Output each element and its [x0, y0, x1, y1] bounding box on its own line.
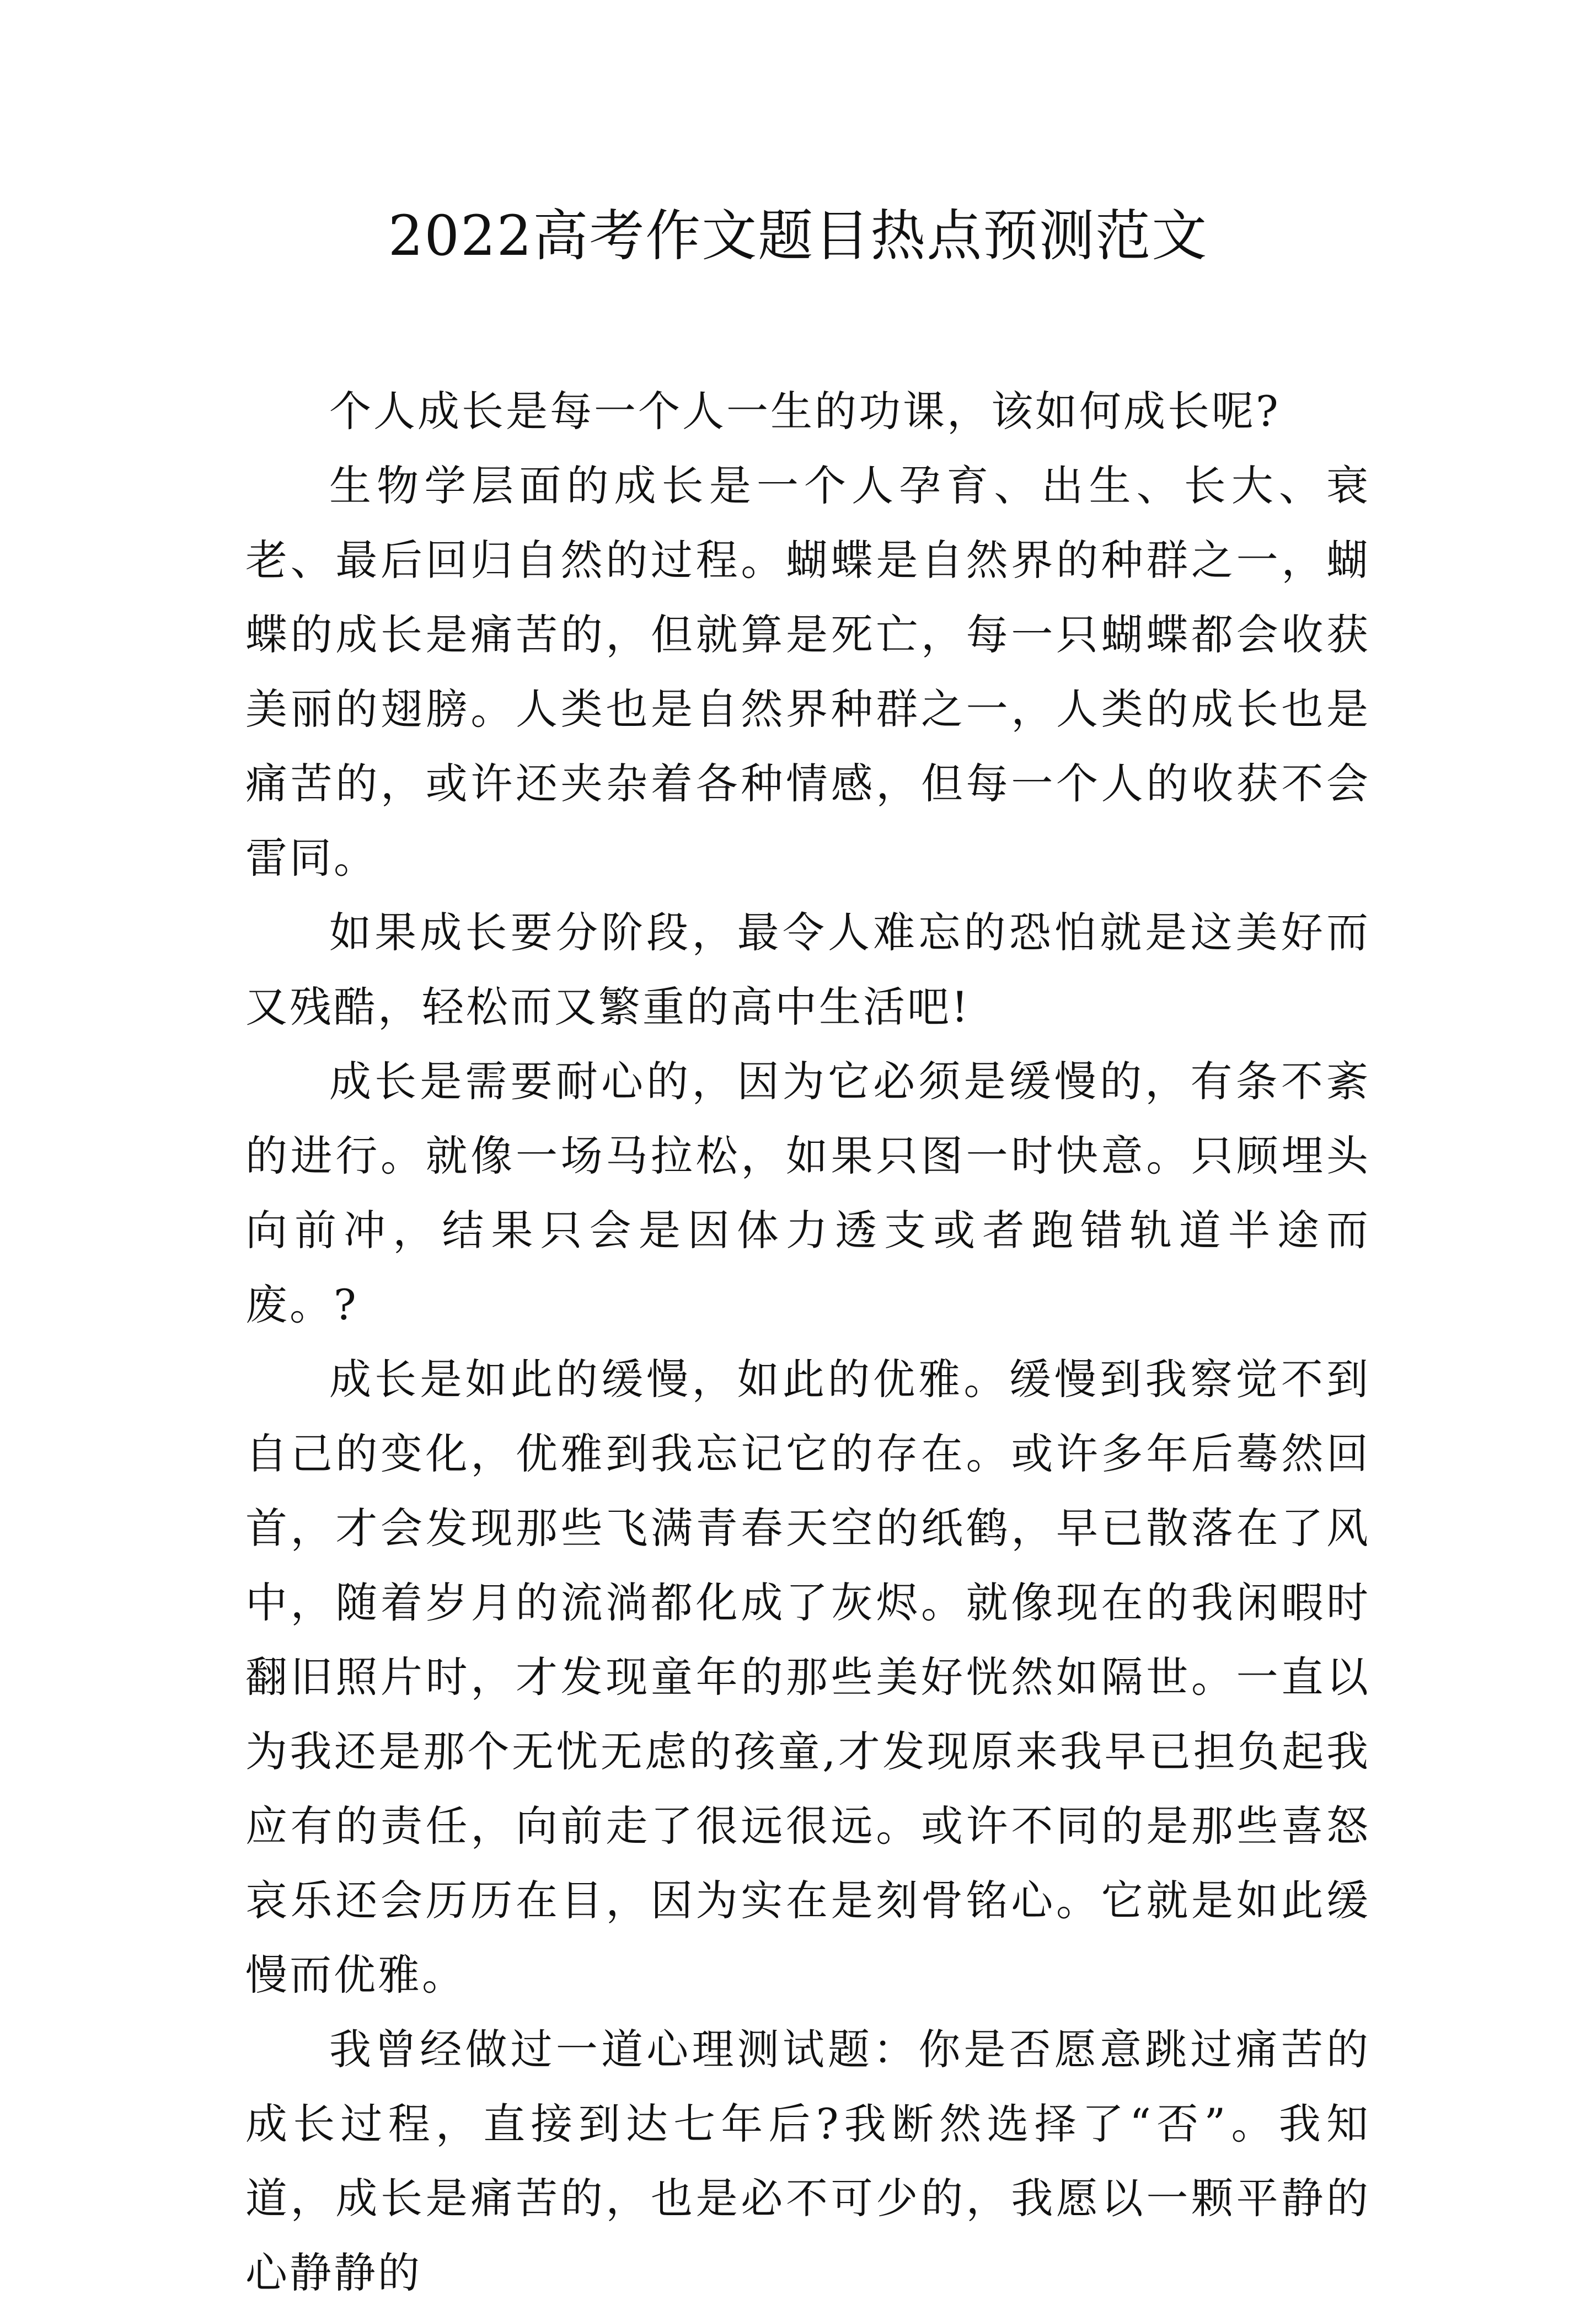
paragraph-5: 成长是如此的缓慢，如此的优雅。缓慢到我察觉不到自己的变化，优雅到我忘记它的存在。或许多年后蓦然回首，才会发现那些飞满青春天空的纸鹤，早已散落在了风中，随着岁月的流淌都化成了灰烬。就像现在的我闲暇时翻旧照片时，才发现童年的那些美好恍然如隔世。一直以为我还是那个无忧无虑的孩童,才发现原来我早已担负起我应有的责任，向前走了很远很远。或许不同的是那些喜怒哀乐还会历历在目，因为实在是刻骨铭心。它就是如此缓慢而优雅。: [245, 1355, 1370, 1999]
paragraph-6: 我曾经做过一道心理测试题：你是否愿意跳过痛苦的成长过程，直接到达七年后?我断然选择了“否”。我知道，成长是痛苦的，也是必不可少的，我愿以一颗平静的心静静的: [245, 2025, 1370, 2297]
document-title: 2022高考作文题目热点预测范文: [388, 204, 1208, 268]
paragraph-4: 成长是需要耐心的，因为它必须是缓慢的，有条不紊的进行。就像一场马拉松，如果只图一时快意。只顾埋头向前冲，结果只会是因体力透支或者跑错轨道半途而废。?: [245, 1057, 1370, 1329]
paragraph-2: 生物学层面的成长是一个人孕育、出生、长大、衰老、最后回归自然的过程。蝴蝶是自然界的种群之一，蝴蝶的成长是痛苦的，但就算是死亡，每一只蝴蝶都会收获美丽的翅膀。人类也是自然界种群之一，人类的成长也是痛苦的，或许还夹杂着各种情感，但每一个人的收获不会雷同。: [245, 461, 1370, 883]
document-body: [245, 374, 1370, 2310]
paragraph-3: 如果成长要分阶段，最令人难忘的恐怕就是这美好而又残酷，轻松而又繁重的高中生活吧!: [245, 908, 1370, 1031]
paragraph-1: 个人成长是每一个人一生的功课，该如何成长呢?: [329, 387, 1281, 436]
